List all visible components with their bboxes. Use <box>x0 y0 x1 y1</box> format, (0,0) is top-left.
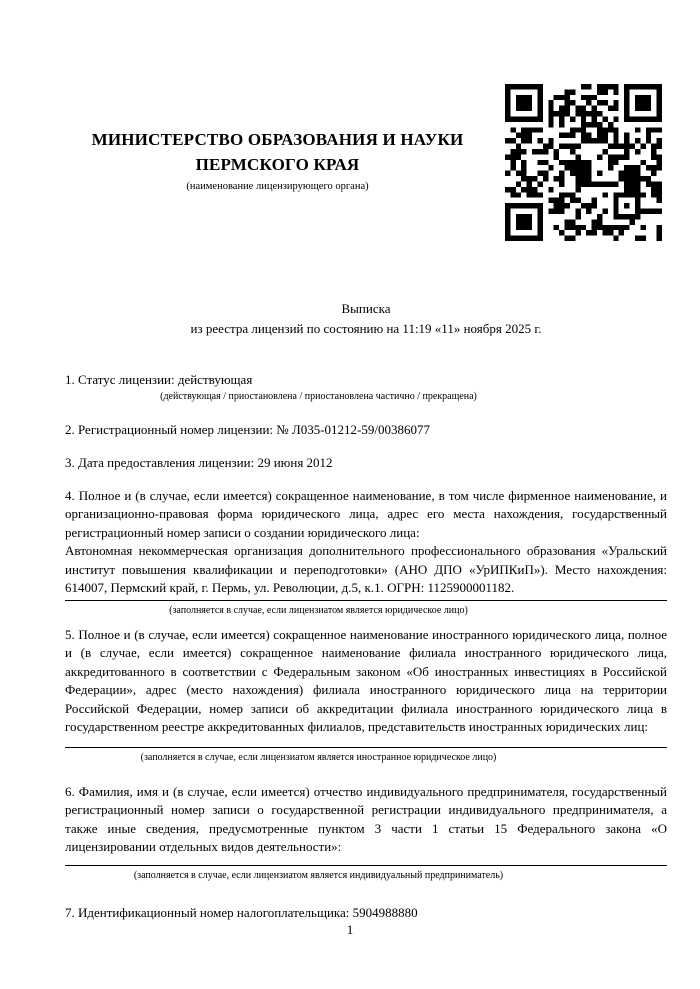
field-line <box>65 600 667 601</box>
item-1-license-status: 1. Статус лицензии: действующая <box>65 372 253 387</box>
item-2-registration-number: 2. Регистрационный номер лицензии: № Л035-01212-59/00386077 <box>65 421 431 437</box>
document-subtitle: из реестра лицензий по состоянию на 11:19 «11» ноября 2025 г. <box>190 320 542 336</box>
ministry-name-line1: МИНИСТЕРСТВО ОБРАЗОВАНИЯ И НАУКИ <box>91 130 464 149</box>
item-7-taxpayer-number: 7. Идентификационный номер налогоплательщика: 5904988880 <box>65 904 418 920</box>
item-4-note: (заполняется в случае, если лицензиатом является юридическое лицо) <box>169 604 468 616</box>
item-6-note: (заполняется в случае, если лицензиатом является индивидуальный предприниматель) <box>133 869 504 881</box>
item-3-grant-date: 3. Дата предоставления лицензии: 29 июня 2012 <box>65 455 333 470</box>
item-6-entrepreneur-label: 6. Фамилия, имя и (в случае, если имеется) отчество индивидуального предпринимателя, государственный регистрационный номер записи о государственной регистрации индивидуального предпринимателя, а также иные сведения, предусмотренные пунктом 3 части 1 статьи 15 Федерального закона «О лицензировании отдельных видов деятельности»: <box>65 783 667 854</box>
item-5-note: (заполняется в случае, если лицензиатом является иностранное юридическое лицо) <box>140 751 497 763</box>
field-line <box>65 865 667 866</box>
document-title: Выписка <box>341 301 391 316</box>
item-4-legal-entity-label: 4. Полное и (в случае, если имеется) сокращенное наименование, в том числе фирменное наименование, и организационно-правовая форма юридического лица, адрес его места нахождения, государственный регистрационный номер записи о создании юридического лица: <box>65 487 667 540</box>
ministry-name-line2: ПЕРМСКОГО КРАЯ <box>195 155 360 174</box>
qr-code-icon <box>505 84 662 241</box>
field-line <box>65 747 667 748</box>
item-1-note: (действующая / приостановлена / приостановлена частично / прекращена) <box>160 390 477 402</box>
page-number: 1 <box>346 922 354 937</box>
document-title-block <box>65 299 667 338</box>
item-5-foreign-entity-label: 5. Полное и (в случае, если имеется) сокращенное наименование иностранного юридического лица, полное и (в случае, если имеется) сокращенное наименование филиала иностранного юридического лица, аккредитованного в соответствии с Федеральным законом «Об иностранных инвестициях в Российской Федерации», адрес (место нахождения) филиала иностранного юридического лица на территории Российской Федерации, номер записи об аккредитации филиала иностранного юридического лица в государственном реестре аккредитованных филиалов, представительств иностранных юридических лиц: <box>65 626 667 734</box>
item-4-legal-entity-value: Автономная некоммерческая организация дополнительного профессионального образования «Уральский институт повышения квалификации и переподготовки» (АНО ДПО «УрИПКиП»). Место нахождения: 614007, Пермский край, г. Пермь, ул. Революции, д.5, к.1. ОГРН: 1125900001182. <box>65 543 667 595</box>
authority-caption: (наименование лицензирующего органа) <box>186 181 369 192</box>
licensing-authority-header <box>65 127 490 193</box>
